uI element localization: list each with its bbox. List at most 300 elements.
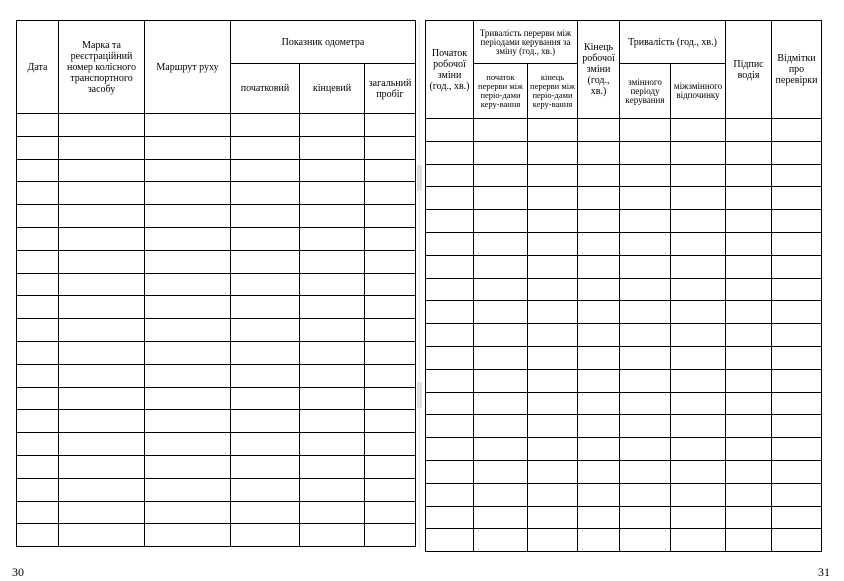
table-cell xyxy=(620,301,671,324)
table-cell xyxy=(474,529,528,552)
table-cell xyxy=(474,415,528,438)
table-cell xyxy=(145,114,231,137)
table-cell xyxy=(726,232,772,255)
table-cell xyxy=(231,433,300,456)
table-cell xyxy=(426,255,474,278)
table-cell xyxy=(474,187,528,210)
header-odometer-end: кінцевий xyxy=(300,64,365,114)
table-cell xyxy=(474,301,528,324)
table-row xyxy=(17,341,416,364)
table-cell xyxy=(726,187,772,210)
table-cell xyxy=(620,506,671,529)
table-cell xyxy=(145,524,231,547)
table-cell xyxy=(528,346,578,369)
table-cell xyxy=(671,278,726,301)
table-cell xyxy=(145,273,231,296)
table-cell xyxy=(528,301,578,324)
table-cell xyxy=(59,410,145,433)
table-cell xyxy=(474,210,528,233)
table-cell xyxy=(474,324,528,347)
table-cell xyxy=(59,273,145,296)
table-cell xyxy=(145,205,231,228)
table-cell xyxy=(528,119,578,142)
table-row xyxy=(17,524,416,547)
table-cell xyxy=(726,415,772,438)
table-cell xyxy=(59,364,145,387)
table-cell xyxy=(578,119,620,142)
table-row xyxy=(426,324,822,347)
table-cell xyxy=(726,438,772,461)
table-cell xyxy=(365,501,416,524)
table-cell xyxy=(726,346,772,369)
table-cell xyxy=(671,346,726,369)
table-cell xyxy=(231,296,300,319)
table-cell xyxy=(365,455,416,478)
table-cell xyxy=(772,278,822,301)
table-row xyxy=(426,141,822,164)
table-cell xyxy=(528,460,578,483)
table-cell xyxy=(59,319,145,342)
table-cell xyxy=(365,433,416,456)
table-cell xyxy=(59,250,145,273)
table-cell xyxy=(300,433,365,456)
table-cell xyxy=(300,524,365,547)
table-cell xyxy=(426,119,474,142)
header-break-start: початок перерви між періо-дами керу-вання xyxy=(474,64,528,119)
table-cell xyxy=(726,483,772,506)
table-cell xyxy=(231,478,300,501)
table-cell xyxy=(231,227,300,250)
table-cell xyxy=(726,392,772,415)
table-cell xyxy=(772,392,822,415)
table-cell xyxy=(300,114,365,137)
table-cell xyxy=(145,341,231,364)
table-cell xyxy=(300,296,365,319)
table-row xyxy=(426,255,822,278)
table-cell xyxy=(578,324,620,347)
table-cell xyxy=(474,369,528,392)
table-cell xyxy=(620,415,671,438)
table-cell xyxy=(528,232,578,255)
table-cell xyxy=(231,136,300,159)
table-cell xyxy=(671,119,726,142)
table-cell xyxy=(474,164,528,187)
table-row xyxy=(17,364,416,387)
table-cell xyxy=(772,232,822,255)
table-cell xyxy=(726,119,772,142)
header-shift-start: Початок робочої зміни (год., хв.) xyxy=(426,21,474,119)
table-cell xyxy=(578,278,620,301)
table-cell xyxy=(578,483,620,506)
table-cell xyxy=(474,255,528,278)
table-cell xyxy=(231,319,300,342)
table-cell xyxy=(231,114,300,137)
table-cell xyxy=(17,478,59,501)
table-cell xyxy=(300,159,365,182)
table-cell xyxy=(17,227,59,250)
table-cell xyxy=(365,250,416,273)
table-cell xyxy=(726,324,772,347)
page-number-left: 30 xyxy=(12,565,24,579)
table-row xyxy=(426,483,822,506)
table-cell xyxy=(726,141,772,164)
table-row xyxy=(17,296,416,319)
table-cell xyxy=(17,205,59,228)
table-cell xyxy=(426,392,474,415)
table-cell xyxy=(365,227,416,250)
table-cell xyxy=(726,506,772,529)
table-cell xyxy=(620,278,671,301)
table-cell xyxy=(578,460,620,483)
table-cell xyxy=(426,506,474,529)
table-cell xyxy=(620,392,671,415)
table-row xyxy=(17,182,416,205)
table-row xyxy=(17,410,416,433)
table-cell xyxy=(426,164,474,187)
table-cell xyxy=(231,182,300,205)
table-cell xyxy=(578,141,620,164)
table-cell xyxy=(528,164,578,187)
table-cell xyxy=(474,278,528,301)
table-row xyxy=(426,392,822,415)
table-cell xyxy=(59,455,145,478)
table-cell xyxy=(300,455,365,478)
table-row xyxy=(426,301,822,324)
table-cell xyxy=(528,392,578,415)
table-cell xyxy=(671,187,726,210)
table-cell xyxy=(772,346,822,369)
header-date: Дата xyxy=(17,21,59,114)
table-cell xyxy=(620,119,671,142)
table-cell xyxy=(426,278,474,301)
table-row xyxy=(426,278,822,301)
table-cell xyxy=(528,506,578,529)
table-cell xyxy=(17,410,59,433)
table-cell xyxy=(474,438,528,461)
table-cell xyxy=(145,387,231,410)
header-odometer: Показник одометра xyxy=(231,21,416,64)
table-cell xyxy=(528,278,578,301)
table-cell xyxy=(671,324,726,347)
table-cell xyxy=(426,460,474,483)
table-cell xyxy=(300,364,365,387)
table-cell xyxy=(426,438,474,461)
right-table-body xyxy=(426,119,822,552)
table-cell xyxy=(300,136,365,159)
table-cell xyxy=(59,114,145,137)
table-row xyxy=(17,478,416,501)
table-row xyxy=(17,250,416,273)
table-row xyxy=(17,455,416,478)
left-page xyxy=(16,20,415,547)
table-cell xyxy=(145,478,231,501)
table-cell xyxy=(671,506,726,529)
table-row xyxy=(17,387,416,410)
table-cell xyxy=(671,438,726,461)
table-cell xyxy=(620,346,671,369)
table-cell xyxy=(300,205,365,228)
table-cell xyxy=(474,483,528,506)
table-cell xyxy=(772,529,822,552)
table-cell xyxy=(17,455,59,478)
table-cell xyxy=(365,136,416,159)
page-gutter xyxy=(419,20,420,550)
table-cell xyxy=(671,141,726,164)
table-cell xyxy=(578,529,620,552)
table-cell xyxy=(59,159,145,182)
table-cell xyxy=(231,273,300,296)
table-cell xyxy=(671,232,726,255)
table-cell xyxy=(726,278,772,301)
table-cell xyxy=(578,415,620,438)
table-cell xyxy=(365,205,416,228)
table-cell xyxy=(671,460,726,483)
table-cell xyxy=(17,364,59,387)
table-cell xyxy=(671,415,726,438)
table-cell xyxy=(231,387,300,410)
table-cell xyxy=(620,232,671,255)
table-cell xyxy=(578,187,620,210)
table-cell xyxy=(17,296,59,319)
table-cell xyxy=(17,501,59,524)
table-row xyxy=(426,529,822,552)
table-cell xyxy=(620,210,671,233)
table-row xyxy=(426,506,822,529)
table-cell xyxy=(426,529,474,552)
table-cell xyxy=(578,369,620,392)
table-row xyxy=(426,415,822,438)
work-time-table xyxy=(425,20,822,552)
table-cell xyxy=(726,210,772,233)
table-cell xyxy=(620,483,671,506)
table-cell xyxy=(578,506,620,529)
table-cell xyxy=(528,141,578,164)
table-cell xyxy=(474,460,528,483)
table-cell xyxy=(726,369,772,392)
table-row xyxy=(426,369,822,392)
table-cell xyxy=(231,205,300,228)
table-cell xyxy=(300,250,365,273)
table-cell xyxy=(300,227,365,250)
table-cell xyxy=(620,255,671,278)
table-cell xyxy=(528,187,578,210)
table-cell xyxy=(365,114,416,137)
table-cell xyxy=(578,346,620,369)
table-cell xyxy=(528,415,578,438)
table-cell xyxy=(671,392,726,415)
table-cell xyxy=(300,387,365,410)
table-cell xyxy=(426,324,474,347)
table-cell xyxy=(145,410,231,433)
table-row xyxy=(17,433,416,456)
table-cell xyxy=(772,141,822,164)
table-cell xyxy=(772,119,822,142)
table-cell xyxy=(620,141,671,164)
table-cell xyxy=(59,296,145,319)
table-cell xyxy=(726,301,772,324)
table-cell xyxy=(671,483,726,506)
table-cell xyxy=(365,387,416,410)
table-cell xyxy=(528,529,578,552)
table-cell xyxy=(772,255,822,278)
table-cell xyxy=(474,346,528,369)
table-row xyxy=(17,114,416,137)
table-cell xyxy=(17,387,59,410)
table-cell xyxy=(17,273,59,296)
table-cell xyxy=(365,159,416,182)
table-cell xyxy=(772,506,822,529)
header-break: Тривалість перерви між періодами керування за зміну (год., хв.) xyxy=(474,21,578,64)
table-cell xyxy=(300,341,365,364)
trip-log-table xyxy=(16,20,416,547)
table-cell xyxy=(671,301,726,324)
table-cell xyxy=(231,501,300,524)
table-row xyxy=(426,187,822,210)
table-cell xyxy=(528,369,578,392)
table-row xyxy=(17,501,416,524)
table-cell xyxy=(726,460,772,483)
table-cell xyxy=(300,478,365,501)
table-cell xyxy=(426,232,474,255)
table-cell xyxy=(231,341,300,364)
table-cell xyxy=(145,455,231,478)
table-cell xyxy=(17,182,59,205)
table-row xyxy=(426,438,822,461)
table-cell xyxy=(145,296,231,319)
table-row xyxy=(426,460,822,483)
table-cell xyxy=(365,341,416,364)
table-cell xyxy=(528,324,578,347)
table-cell xyxy=(528,255,578,278)
table-row xyxy=(17,136,416,159)
table-cell xyxy=(474,392,528,415)
header-inspection: Відмітки про перевірки xyxy=(772,21,822,119)
table-cell xyxy=(300,501,365,524)
table-cell xyxy=(145,136,231,159)
table-row xyxy=(426,164,822,187)
table-cell xyxy=(474,506,528,529)
table-cell xyxy=(145,182,231,205)
table-cell xyxy=(726,255,772,278)
table-row xyxy=(17,319,416,342)
header-odometer-start: початковий xyxy=(231,64,300,114)
table-cell xyxy=(620,187,671,210)
header-signature: Підпис водія xyxy=(726,21,772,119)
table-cell xyxy=(231,159,300,182)
table-cell xyxy=(772,187,822,210)
binding-mark xyxy=(417,165,422,191)
table-cell xyxy=(620,438,671,461)
table-cell xyxy=(300,273,365,296)
table-cell xyxy=(59,478,145,501)
table-cell xyxy=(671,529,726,552)
table-cell xyxy=(772,483,822,506)
header-odometer-total: загальний пробіг xyxy=(365,64,416,114)
table-cell xyxy=(772,164,822,187)
table-cell xyxy=(145,227,231,250)
header-break-end: кінець перерви між періо-дами керу-вання xyxy=(528,64,578,119)
table-cell xyxy=(365,319,416,342)
header-duration-shift: змінного періоду керування xyxy=(620,64,671,119)
table-cell xyxy=(145,159,231,182)
table-cell xyxy=(426,415,474,438)
right-page xyxy=(425,20,821,552)
table-cell xyxy=(772,301,822,324)
table-cell xyxy=(231,410,300,433)
table-cell xyxy=(474,119,528,142)
table-cell xyxy=(578,232,620,255)
header-duration-rest: міжзмінного відпочинку xyxy=(671,64,726,119)
table-cell xyxy=(59,501,145,524)
table-cell xyxy=(726,164,772,187)
table-cell xyxy=(59,182,145,205)
table-cell xyxy=(578,164,620,187)
table-row xyxy=(17,159,416,182)
table-row xyxy=(426,210,822,233)
table-cell xyxy=(59,387,145,410)
table-row xyxy=(426,119,822,142)
table-cell xyxy=(17,433,59,456)
header-duration: Тривалість (год., хв.) xyxy=(620,21,726,64)
table-cell xyxy=(231,250,300,273)
table-cell xyxy=(300,410,365,433)
table-cell xyxy=(365,364,416,387)
table-row xyxy=(426,232,822,255)
table-cell xyxy=(300,182,365,205)
table-cell xyxy=(578,392,620,415)
table-cell xyxy=(772,210,822,233)
table-cell xyxy=(474,232,528,255)
table-cell xyxy=(231,455,300,478)
table-cell xyxy=(426,141,474,164)
left-table-body xyxy=(17,114,416,547)
table-cell xyxy=(426,483,474,506)
table-cell xyxy=(17,159,59,182)
table-cell xyxy=(17,114,59,137)
table-cell xyxy=(620,164,671,187)
table-cell xyxy=(365,296,416,319)
binding-mark xyxy=(417,382,422,408)
table-cell xyxy=(474,141,528,164)
table-cell xyxy=(578,301,620,324)
table-cell xyxy=(145,433,231,456)
table-cell xyxy=(671,210,726,233)
table-cell xyxy=(365,182,416,205)
page-number-right: 31 xyxy=(818,565,830,579)
table-cell xyxy=(578,255,620,278)
header-vehicle: Марка та реєстраційний номер колісного транспортного засобу xyxy=(59,21,145,114)
table-cell xyxy=(145,250,231,273)
table-cell xyxy=(59,136,145,159)
table-cell xyxy=(426,210,474,233)
table-cell xyxy=(145,364,231,387)
table-cell xyxy=(528,438,578,461)
table-row xyxy=(17,227,416,250)
table-cell xyxy=(426,346,474,369)
table-cell xyxy=(578,210,620,233)
table-cell xyxy=(578,438,620,461)
table-cell xyxy=(426,301,474,324)
table-cell xyxy=(17,524,59,547)
table-cell xyxy=(365,410,416,433)
table-cell xyxy=(365,524,416,547)
table-cell xyxy=(772,460,822,483)
table-cell xyxy=(772,324,822,347)
table-cell xyxy=(426,369,474,392)
table-cell xyxy=(17,341,59,364)
table-cell xyxy=(772,415,822,438)
table-cell xyxy=(726,529,772,552)
